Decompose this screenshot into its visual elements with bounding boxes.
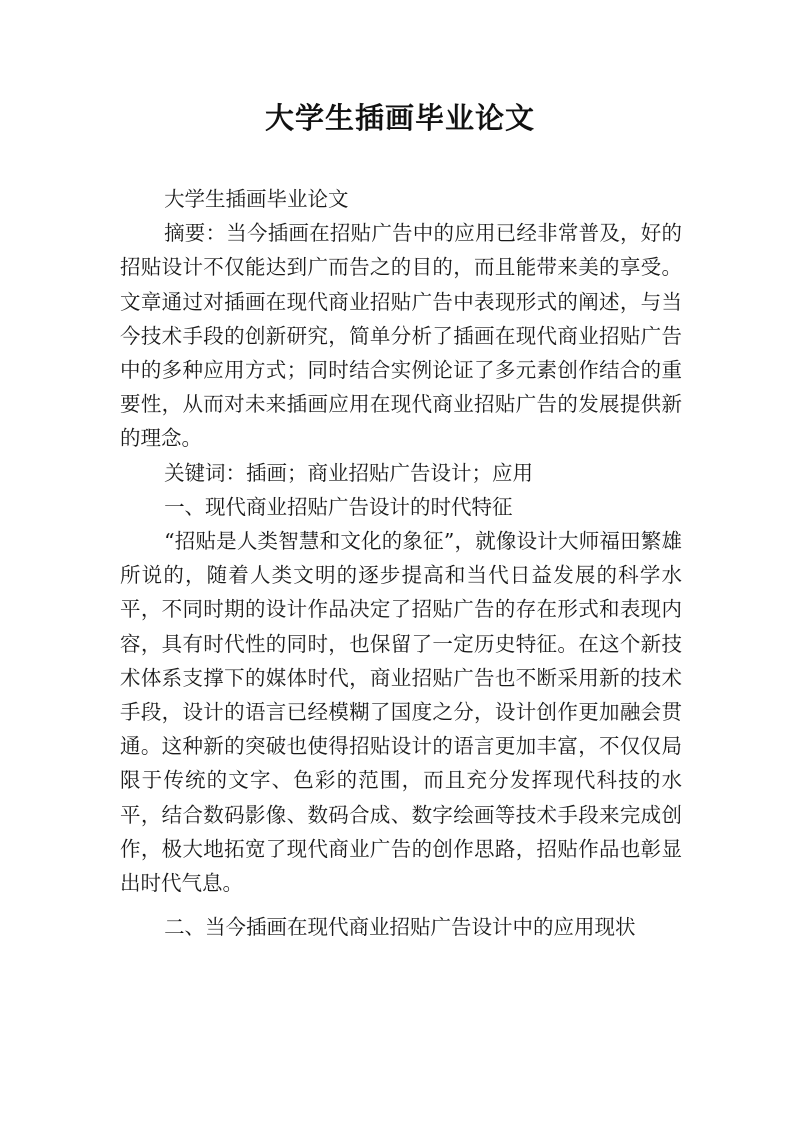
paragraph-abstract: 摘要：当今插画在招贴广告中的应用已经非常普及，好的招贴设计不仅能达到广而告之的目的，而且能带来美的享受。文章通过对插画在现代商业招贴广告中表现形式的阐述，与当今技术手段的创新研究，简单分析了插画在现代商业招贴广告中的多种应用方式；同时结合实例论证了多元素创作结合的重要性，从而对未来插画应用在现代商业招贴广告的发展提供新的理念。 [120,221,682,451]
section-heading-1: 一、现代商业招贴广告设计的时代特征 [164,494,513,519]
paragraph-keywords: 关键词：插画；商业招贴广告设计；应用 [164,460,534,485]
document-title: 大学生插画毕业论文 [264,101,535,135]
paragraph-section-1-body: “招贴是人类智慧和文化的象征”，就像设计大师福田繁雄所说的，随着人类文明的逐步提高和当代日益发展的科学水平，不同时期的设计作品决定了招贴广告的存在形式和表现内容，具有时代性的同时，也保留了一定历史特征。在这个新技术体系支撑下的媒体时代，商业招贴广告也不断采用新的技术手段，设计的语言已经模糊了国度之分，设计创作更加融会贯通。这种新的突破也使得招贴设计的语言更加丰富，不仅仅局限于传统的文字、色彩的范围，而且充分发挥现代科技的水平，结合数码影像、数码合成、数字绘画等技术手段来完成创作，极大地拓宽了现代商业广告的创作思路，招贴作品也彰显出时代气息。 [120,529,682,896]
section-heading-2: 二、当今插画在现代商业招贴广告设计中的应用现状 [164,915,636,940]
paragraph-heading-repeat: 大学生插画毕业论文 [164,187,349,211]
document-body [120,182,682,944]
